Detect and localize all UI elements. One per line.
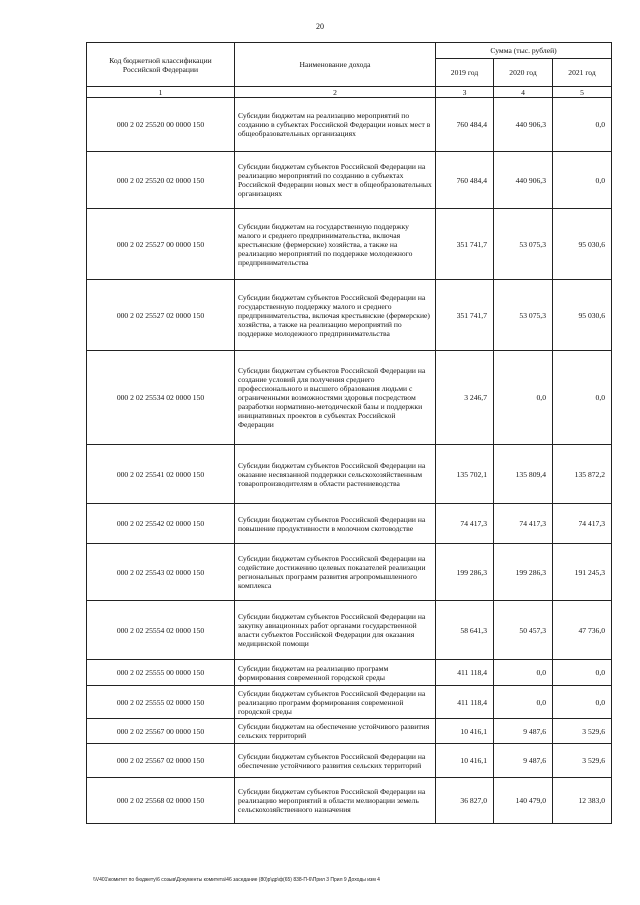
row-code: 000 2 02 25542 02 0000 150	[87, 504, 235, 544]
row-code: 000 2 02 25534 02 0000 150	[87, 351, 235, 445]
row-2020: 74 417,3	[494, 504, 553, 544]
row-2021: 47 736,0	[553, 601, 612, 660]
row-2021: 12 383,0	[553, 778, 612, 824]
row-2019: 760 484,4	[436, 152, 494, 209]
header-year-2020: 2020 год	[494, 59, 553, 87]
table-row	[87, 601, 612, 660]
row-code: 000 2 02 25520 00 0000 150	[87, 98, 235, 152]
row-2021: 0,0	[553, 686, 612, 719]
row-2021: 95 030,6	[553, 280, 612, 351]
row-2021: 95 030,6	[553, 209, 612, 280]
row-name: Субсидии бюджетам на реализацию программ формирования современной городской среды	[235, 660, 436, 686]
row-2021: 0,0	[553, 98, 612, 152]
row-2020: 53 075,3	[494, 280, 553, 351]
table-row	[87, 544, 612, 601]
table-row	[87, 280, 612, 351]
header-year-2021: 2021 год	[553, 59, 612, 87]
row-2021: 0,0	[553, 660, 612, 686]
row-name: Субсидии бюджетам субъектов Российской Федерации на реализацию мероприятий по созданию в субъектах Российской Федерации новых мест в общеобразовательных организациях	[235, 152, 436, 209]
row-code: 000 2 02 25555 02 0000 150	[87, 686, 235, 719]
row-2019: 10 416,1	[436, 719, 494, 744]
row-2021: 3 529,6	[553, 744, 612, 778]
row-2020: 440 906,3	[494, 152, 553, 209]
header-code: Код бюджетной классификации Российской Федерации	[87, 43, 235, 87]
row-2020: 0,0	[494, 351, 553, 445]
row-code: 000 2 02 25568 02 0000 150	[87, 778, 235, 824]
row-2019: 411 118,4	[436, 660, 494, 686]
row-2019: 58 641,3	[436, 601, 494, 660]
row-2019: 74 417,3	[436, 504, 494, 544]
row-name: Субсидии бюджетам субъектов Российской Федерации на реализацию мероприятий в области мелиорации земель сельскохозяйственного назначения	[235, 778, 436, 824]
row-2020: 9 487,6	[494, 719, 553, 744]
revenue-table	[86, 42, 612, 824]
row-name: Субсидии бюджетам на государственную поддержку малого и среднего предпринимательства, включая крестьянские (фермерские) хозяйства, а также на реализацию мероприятий по поддержке молодежного предпринимательства	[235, 209, 436, 280]
row-name: Субсидии бюджетам субъектов Российской Федерации на создание условий для получения среднего профессионального и высшего образования людьми с ограниченными возможностями здоровья посредством разработки нормативно-методической базы и поддержки инициативных проектов в субъектах Российской Федерации	[235, 351, 436, 445]
row-2020: 135 809,4	[494, 445, 553, 504]
row-code: 000 2 02 25555 00 0000 150	[87, 660, 235, 686]
header-name: Наименование дохода	[235, 43, 436, 87]
row-name: Субсидии бюджетам субъектов Российской Федерации на закупку авиационных работ органами государственной власти субъектов Российской Федерации для оказания медицинской помощи	[235, 601, 436, 660]
table-row	[87, 351, 612, 445]
row-2021: 3 529,6	[553, 719, 612, 744]
table-row	[87, 152, 612, 209]
table-row	[87, 686, 612, 719]
row-2019: 36 827,0	[436, 778, 494, 824]
row-name: Субсидии бюджетам субъектов Российской Федерации на оказание несвязанной поддержки сельскохозяйственным товаропроизводителям в области растениеводства	[235, 445, 436, 504]
page-number: 20	[316, 22, 324, 31]
row-name: Субсидии бюджетам на реализацию мероприятий по созданию в субъектах Российской Федерации новых мест в общеобразовательных организациях	[235, 98, 436, 152]
row-2021: 0,0	[553, 351, 612, 445]
table-row	[87, 98, 612, 152]
row-2020: 50 457,3	[494, 601, 553, 660]
file-path-footer: \\V401\комитет по бюджету\6 созыв\Документы комитета\46 заседание (80)р\др\ф(65) 838-П-6\Прил 3 Прил 9 Доходы изм 4	[93, 877, 380, 883]
row-2021: 0,0	[553, 152, 612, 209]
row-2019: 3 246,7	[436, 351, 494, 445]
row-2019: 10 416,1	[436, 744, 494, 778]
index-cell: 1	[87, 87, 235, 98]
row-code: 000 2 02 25527 02 0000 150	[87, 280, 235, 351]
row-code: 000 2 02 25541 02 0000 150	[87, 445, 235, 504]
row-name: Субсидии бюджетам на обеспечение устойчивого развития сельских территорий	[235, 719, 436, 744]
row-code: 000 2 02 25527 00 0000 150	[87, 209, 235, 280]
row-2019: 760 484,4	[436, 98, 494, 152]
table-row	[87, 778, 612, 824]
row-2020: 0,0	[494, 660, 553, 686]
row-2021: 191 245,3	[553, 544, 612, 601]
row-code: 000 2 02 25567 02 0000 150	[87, 744, 235, 778]
row-code: 000 2 02 25520 02 0000 150	[87, 152, 235, 209]
row-code: 000 2 02 25554 02 0000 150	[87, 601, 235, 660]
row-2019: 199 286,3	[436, 544, 494, 601]
row-2019: 411 118,4	[436, 686, 494, 719]
index-cell: 4	[494, 87, 553, 98]
index-cell: 3	[436, 87, 494, 98]
index-cell: 2	[235, 87, 436, 98]
row-2019: 135 702,1	[436, 445, 494, 504]
row-2020: 9 487,6	[494, 744, 553, 778]
row-name: Субсидии бюджетам субъектов Российской Федерации на содействие достижению целевых показателей реализации региональных программ развития агропромышленного комплекса	[235, 544, 436, 601]
header-sum: Сумма (тыс. рублей)	[436, 43, 612, 59]
table-row	[87, 209, 612, 280]
row-name: Субсидии бюджетам субъектов Российской Федерации на государственную поддержку малого и среднего предпринимательства, включая крестьянские (фермерские) хозяйства, а также на реализацию мероприятий по поддержке молодежного предпринимательства	[235, 280, 436, 351]
row-2020: 0,0	[494, 686, 553, 719]
table-row	[87, 445, 612, 504]
row-2021: 135 872,2	[553, 445, 612, 504]
table-row	[87, 504, 612, 544]
index-cell: 5	[553, 87, 612, 98]
row-2021: 74 417,3	[553, 504, 612, 544]
row-2020: 440 906,3	[494, 98, 553, 152]
row-name: Субсидии бюджетам субъектов Российской Федерации на реализацию программ формирования современной городской среды	[235, 686, 436, 719]
row-code: 000 2 02 25543 02 0000 150	[87, 544, 235, 601]
row-code: 000 2 02 25567 00 0000 150	[87, 719, 235, 744]
row-2019: 351 741,7	[436, 280, 494, 351]
header-year-2019: 2019 год	[436, 59, 494, 87]
row-name: Субсидии бюджетам субъектов Российской Федерации на повышение продуктивности в молочном скотоводстве	[235, 504, 436, 544]
table-row	[87, 660, 612, 686]
row-name: Субсидии бюджетам субъектов Российской Федерации на обеспечение устойчивого развития сельских территорий	[235, 744, 436, 778]
row-2020: 199 286,3	[494, 544, 553, 601]
row-2019: 351 741,7	[436, 209, 494, 280]
row-2020: 53 075,3	[494, 209, 553, 280]
table-row	[87, 719, 612, 744]
row-2020: 140 479,0	[494, 778, 553, 824]
table-row	[87, 744, 612, 778]
